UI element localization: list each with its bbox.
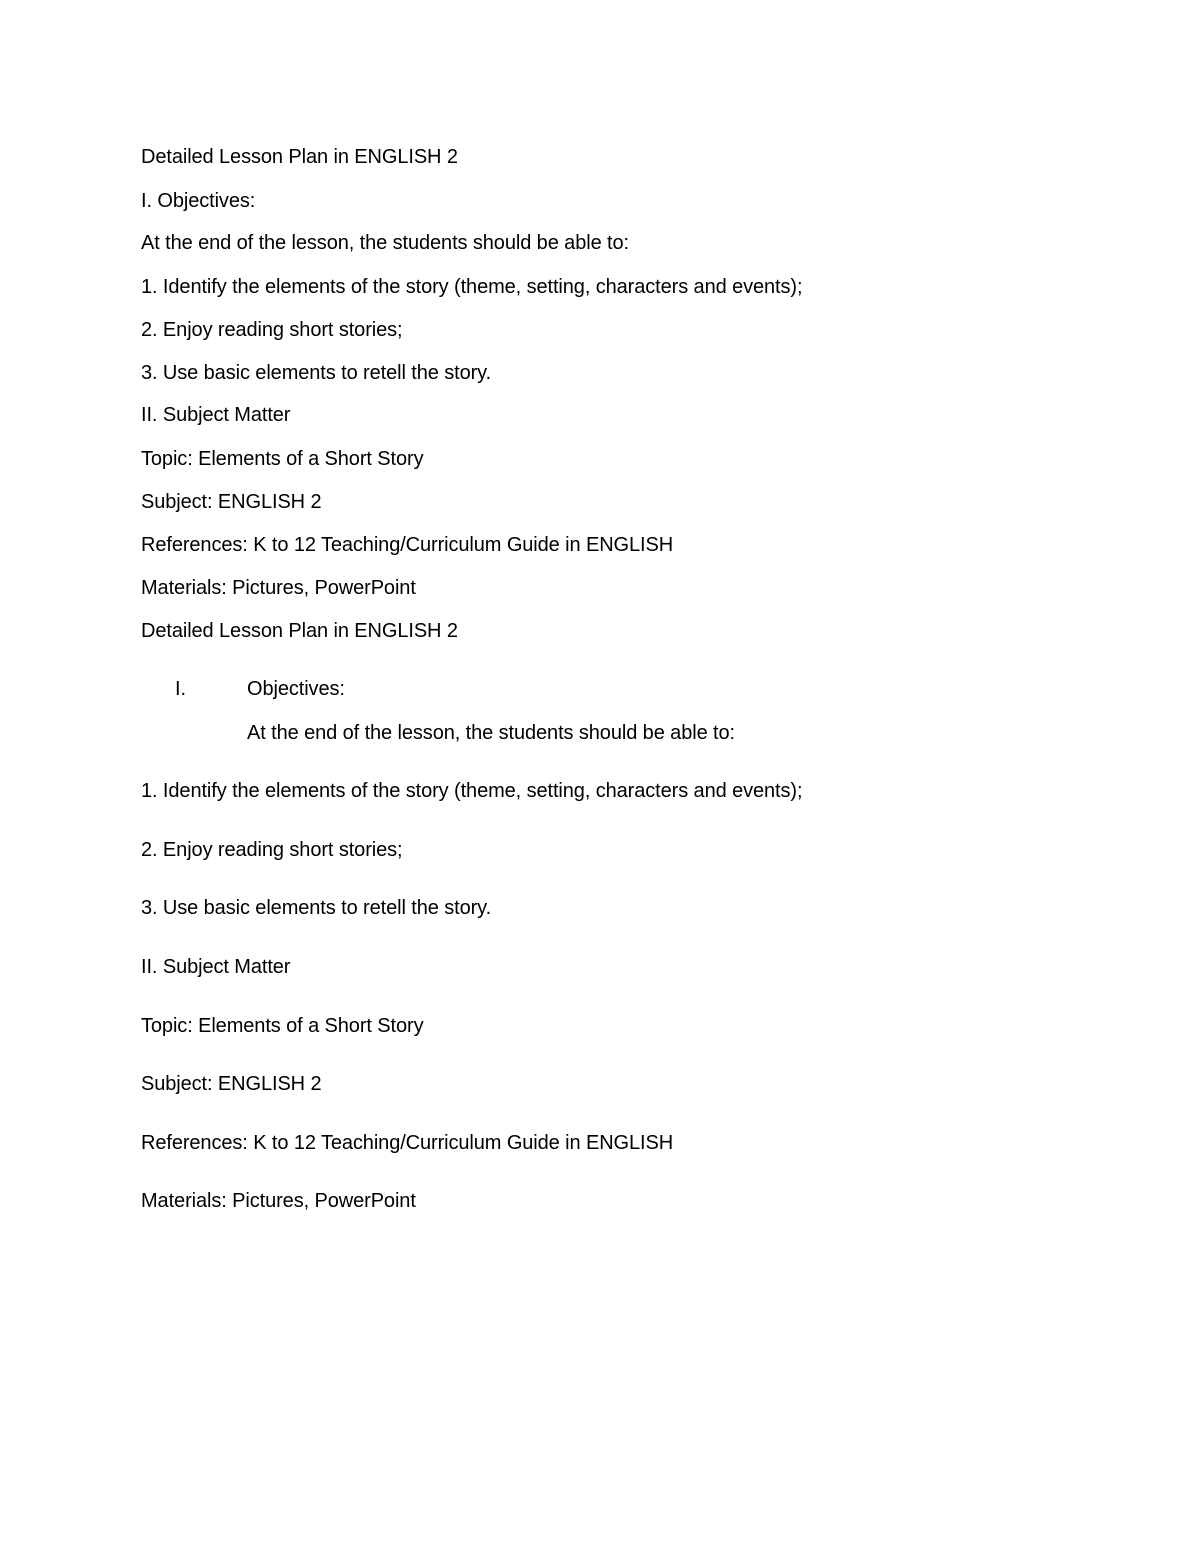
objectives-numeral: I. xyxy=(175,678,187,700)
objective-item-2-repeat: 2. Enjoy reading short stories; xyxy=(141,839,403,861)
objectives-intro: At the end of the lesson, the students should be able to: xyxy=(141,232,629,254)
subject-matter-heading-repeat: II. Subject Matter xyxy=(141,956,291,978)
objective-item-2: 2. Enjoy reading short stories; xyxy=(141,319,403,341)
subject-matter-heading: II. Subject Matter xyxy=(141,404,291,426)
lesson-plan-title: Detailed Lesson Plan in ENGLISH 2 xyxy=(141,146,458,168)
subject-line-repeat: Subject: ENGLISH 2 xyxy=(141,1073,322,1095)
objective-item-3-repeat: 3. Use basic elements to retell the story. xyxy=(141,897,492,919)
lesson-plan-title-repeat: Detailed Lesson Plan in ENGLISH 2 xyxy=(141,620,458,642)
subject-line: Subject: ENGLISH 2 xyxy=(141,491,322,513)
topic-line: Topic: Elements of a Short Story xyxy=(141,448,424,470)
objective-item-1-repeat: 1. Identify the elements of the story (theme, setting, characters and events); xyxy=(141,780,803,802)
objective-item-3: 3. Use basic elements to retell the story. xyxy=(141,362,492,384)
references-line-repeat: References: K to 12 Teaching/Curriculum Guide in ENGLISH xyxy=(141,1132,674,1154)
objectives-heading: I. Objectives: xyxy=(141,190,256,212)
objectives-intro-repeat: At the end of the lesson, the students should be able to: xyxy=(247,722,735,744)
materials-line-repeat: Materials: Pictures, PowerPoint xyxy=(141,1190,416,1212)
topic-line-repeat: Topic: Elements of a Short Story xyxy=(141,1015,424,1037)
materials-line: Materials: Pictures, PowerPoint xyxy=(141,577,416,599)
objectives-label: Objectives: xyxy=(247,678,345,700)
objective-item-1: 1. Identify the elements of the story (theme, setting, characters and events); xyxy=(141,276,803,298)
references-line: References: K to 12 Teaching/Curriculum Guide in ENGLISH xyxy=(141,534,674,556)
